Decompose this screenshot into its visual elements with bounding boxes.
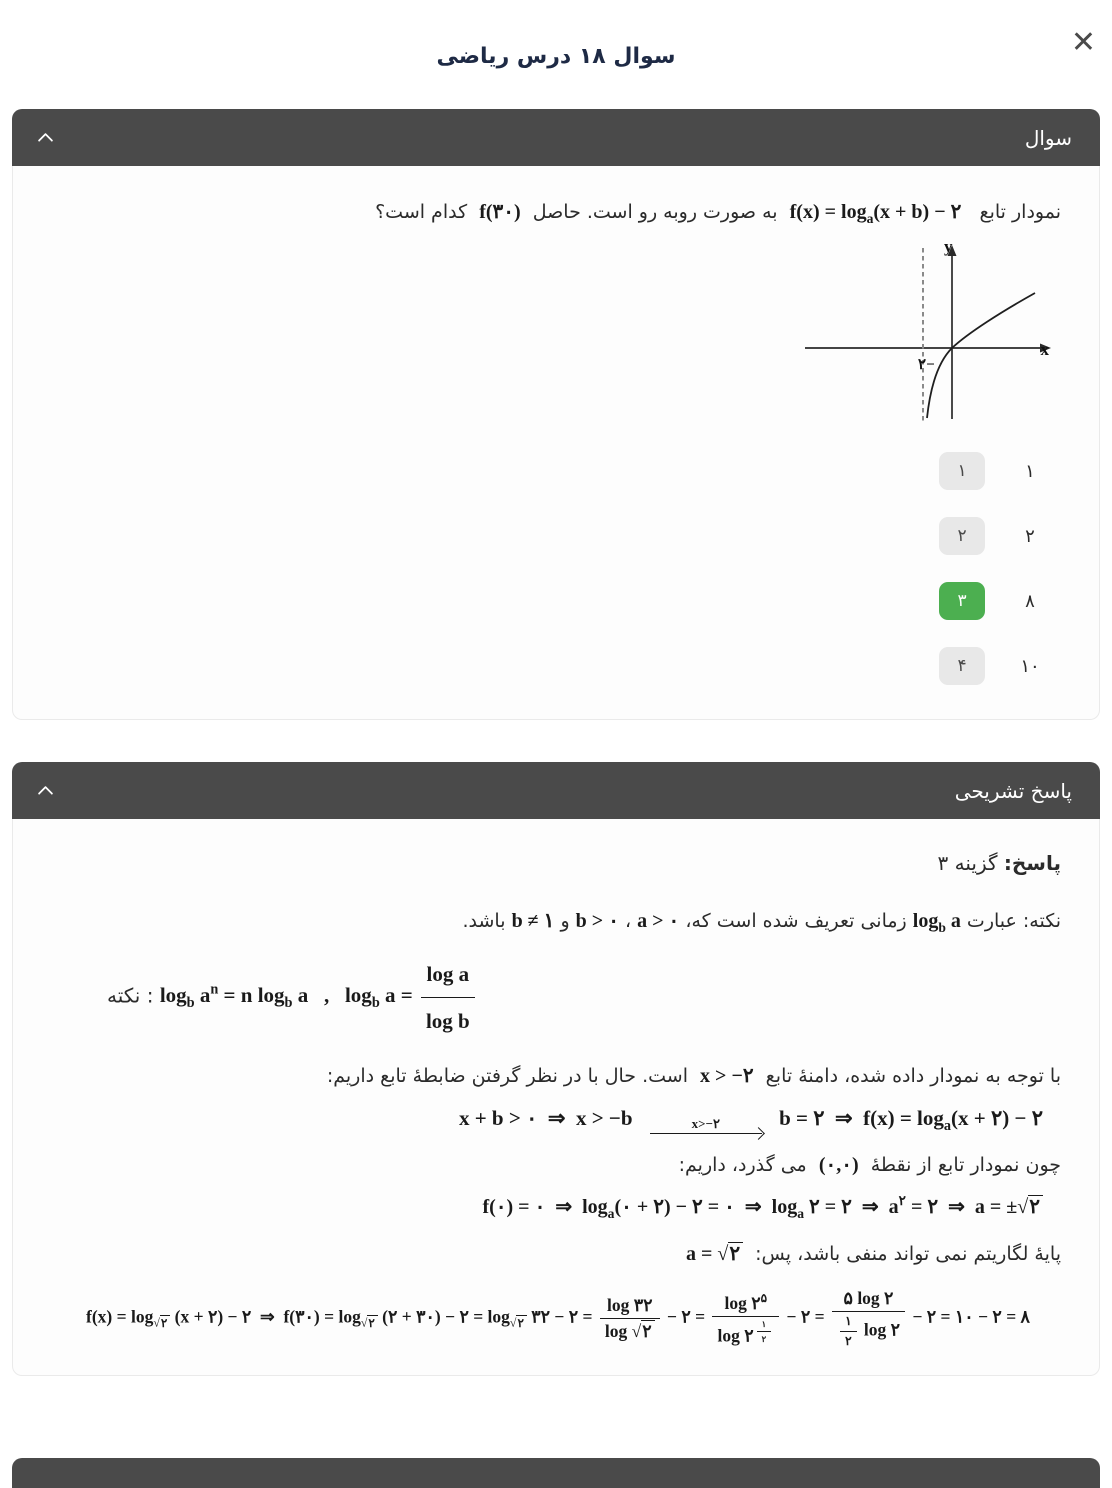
option-badge-1[interactable]: ۱: [939, 452, 985, 490]
answer-body: [12, 819, 1100, 1376]
final-derivation: $f(x) = \log_{√۲} (x$ + ۲) − ۲ ⇒ f(۳۰) = $\log_{√۲}$ (۲ + ۳۰) − ۲ = $\log_{√۲}$ ۳۲ − ۲ = $\frac{\log ۳۲}{\log √۲}$ − ۲ = $\log ۲^۵$ log ۲ $^{\frac{۱}{۲}}$ − ۲ = ۵ log ۲ $\frac{۱}{۲}$ log ۲ − ۲ = ۱۰ − ۲ = ۸: [86, 1287, 1030, 1348]
page-title: سوال ۱۸ درس ریاضی: [436, 44, 676, 69]
note-formulas: $\log_b a^n = n$ $\log_b a$ , $\log_b a$ = $\frac{\text{log a}}{\text{log b}}$ : نکته: [51, 953, 1061, 1042]
point-line: چون نمودار تابع از نقطهٔ (۰,۰) می گذرد، داریم:: [678, 1153, 1061, 1176]
domain-line: با توجه به نمودار داده شده، دامنهٔ تابع x > −۲ است. حال با در نظر گرفتن ضابطهٔ تابع داریم:: [326, 1065, 1061, 1087]
option-row: [67, 582, 1061, 620]
question-text: نمودار تابع $f(x) = \log_a(x + b)$ − ۲ به صورت روبه رو است. حاصل f(۳۰) کدام است؟: [375, 201, 1061, 226]
option-badge-3[interactable]: ۳: [939, 582, 985, 620]
answer-header-label: پاسخ تشریحی: [954, 778, 1072, 803]
answer-section-header[interactable]: [12, 762, 1100, 819]
option-value: ۲: [1025, 525, 1035, 547]
answer-section: [12, 762, 1100, 1376]
question-section-header[interactable]: [12, 109, 1100, 166]
collapsed-section-bar[interactable]: [12, 1458, 1100, 1488]
question-header-label: سوال: [1024, 125, 1072, 150]
chevron-up-icon: [38, 786, 54, 802]
log-graph-svg: [799, 238, 1061, 426]
x-axis-label: x: [1040, 340, 1049, 359]
base-note-line: پایهٔ لگاریتم نمی تواند منفی باشد، پس: a = √۲: [685, 1242, 1061, 1265]
close-button[interactable]: [1070, 25, 1096, 60]
asymptote-label: −۲: [918, 357, 935, 373]
option-value: ۸: [1025, 590, 1035, 612]
question-body: [12, 166, 1100, 720]
option-value: ۱۰: [1020, 655, 1040, 677]
option-row: [67, 647, 1061, 685]
option-row: [67, 452, 1061, 490]
option-row: [67, 517, 1061, 555]
option-badge-2[interactable]: ۲: [939, 517, 985, 555]
answer-result: پاسخ: گزینه ۳: [937, 851, 1061, 875]
question-section: [12, 109, 1100, 720]
note-line: نکته: عبارت $\log_b a$ زمانی تعریف شده است که، a > ۰ ، b > ۰ و b ≠ ۱ باشد.: [462, 910, 1061, 935]
function-graph: [51, 238, 1061, 426]
chevron-up-icon: [38, 133, 54, 149]
derivation-line-1: x + b > ۰ ⇒ x > −b x>−۲ b = ۲ ⇒ $f(x) = \log_a(x$ + ۲) − ۲: [458, 1106, 1043, 1134]
derivation-line-2: f(۰) = ۰ ⇒ $\log_a(۰$ + ۲) − ۲ = ۰ ⇒ $\log_a$ ۲ = ۲ ⇒ $a^۲$ = ۲ ⇒ a = ±√۲: [51, 1193, 1061, 1222]
options-list: [51, 452, 1061, 685]
option-badge-4[interactable]: ۴: [939, 647, 985, 685]
close-icon: ✕: [1070, 25, 1096, 60]
option-value: ۱: [1025, 460, 1035, 482]
log-curve: [927, 293, 1035, 418]
y-axis-label: y: [944, 238, 953, 256]
